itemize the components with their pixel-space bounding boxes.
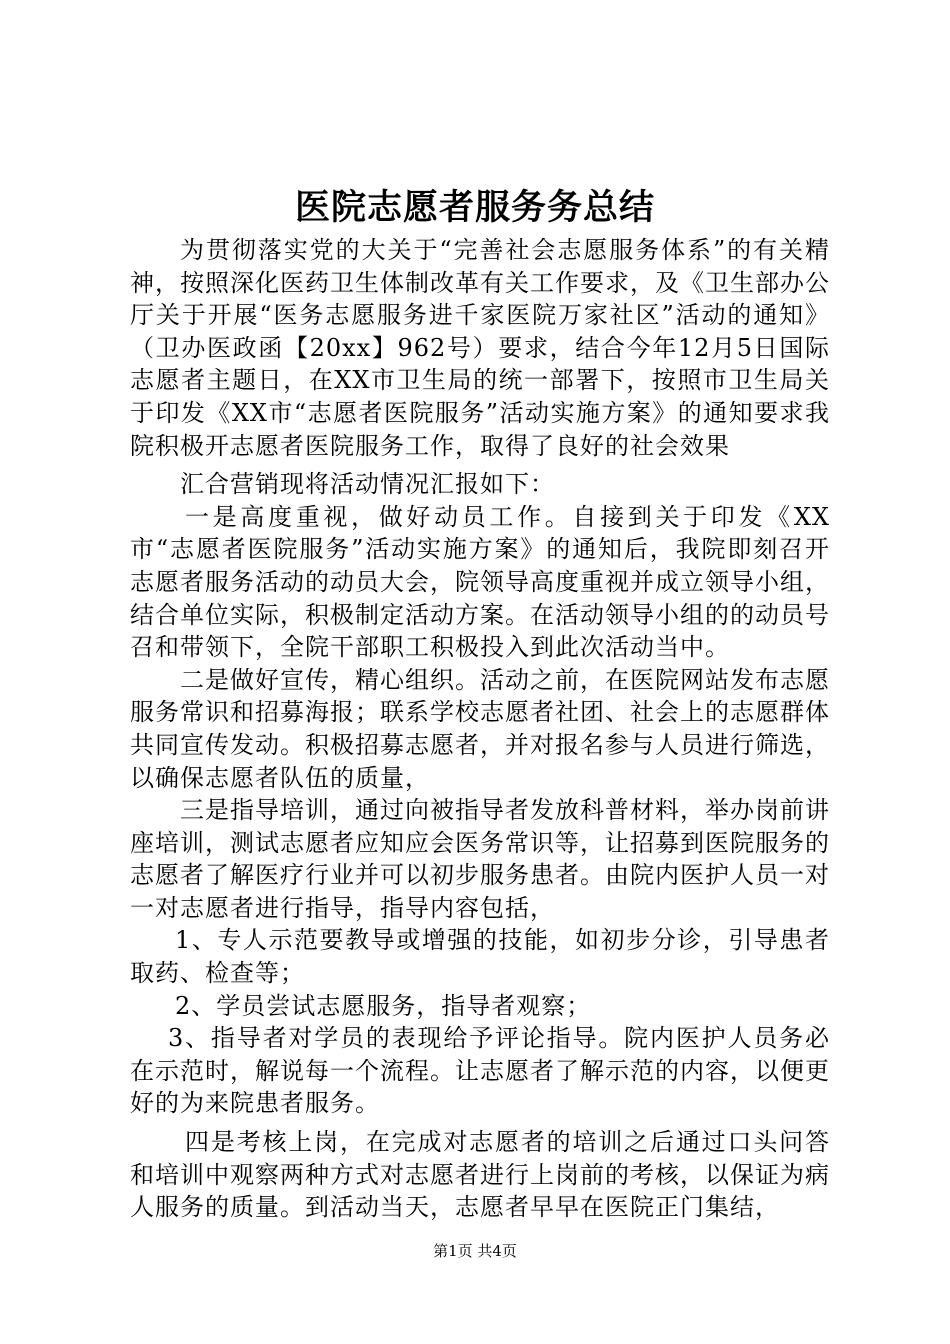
paragraph-point-one: 一是高度重视，做好动员工作。自接到关于印发《XX市“志愿者医院服务”活动实施方案》的通知后，我院即刻召开志愿者服务活动的动员大会，院领导高度重视并成立领导小组，结合单位实际，积极制定活动方案。在活动领导小组的的动员号召和带领下，全院干部职工积极投入到此次活动当中。 xyxy=(130,502,830,662)
paragraph-report-lead: 汇合营销现将活动情况汇报如下： xyxy=(180,470,555,499)
list-item-one: 1、专人示范要教导或增强的技能，如初步分诊，引导患者取药、检查等； xyxy=(130,926,830,988)
paragraph-point-three: 三是指导培训，通过向被指导者发放科普材料，举办岗前讲座培训，测试志愿者应知应会医务常识等，让招募到医院服务的志愿者了解医疗行业并可以初步服务患者。由院内医护人员一对一对志愿者进行指导，指导内容包括， xyxy=(130,796,830,922)
paragraph-intro: 为贯彻落实党的大关于“完善社会志愿服务体系”的有关精神，按照深化医药卫生体制改革有关工作要求，及《卫生部办公厅关于开展“医务志愿服务进千家医院万家社区”活动的通知》（卫办医政函【20xx】962号）要求，结合今年12月5日国际志愿者主题日，在XX市卫生局的统一部署下，按照市卫生局关于印发《XX市“志愿者医院服务”活动实施方案》的通知要求我院积极开志愿者医院服务工作，取得了良好的社会效果 xyxy=(130,236,830,460)
page-footer: 第1页 共4页 xyxy=(433,1242,517,1260)
list-item-three: 3、指导者对学员的表现给予评论指导。院内医护人员务必在示范时，解说每一个流程。让志愿者了解示范的内容，以便更好的为来院患者服务。 xyxy=(130,1024,830,1118)
document-body xyxy=(130,234,830,1224)
list-item-two: 2、学员尝试志愿服务，指导者观察； xyxy=(175,991,592,1020)
document-title: 医院志愿者服务务总结 xyxy=(294,188,655,228)
paragraph-point-four: 四是考核上岗，在完成对志愿者的培训之后通过口头问答和培训中观察两种方式对志愿者进行上岗前的考核，以保证为病人服务的质量。到活动当天，志愿者早早在医院正门集结， xyxy=(130,1128,830,1222)
paragraph-point-two: 二是做好宣传，精心组织。活动之前，在医院网站发布志愿服务常识和招募海报；联系学校志愿者社团、社会上的志愿群体共同宣传发动。积极招募志愿者，并对报名参与人员进行筛选，以确保志愿者队伍的质量， xyxy=(130,665,830,792)
